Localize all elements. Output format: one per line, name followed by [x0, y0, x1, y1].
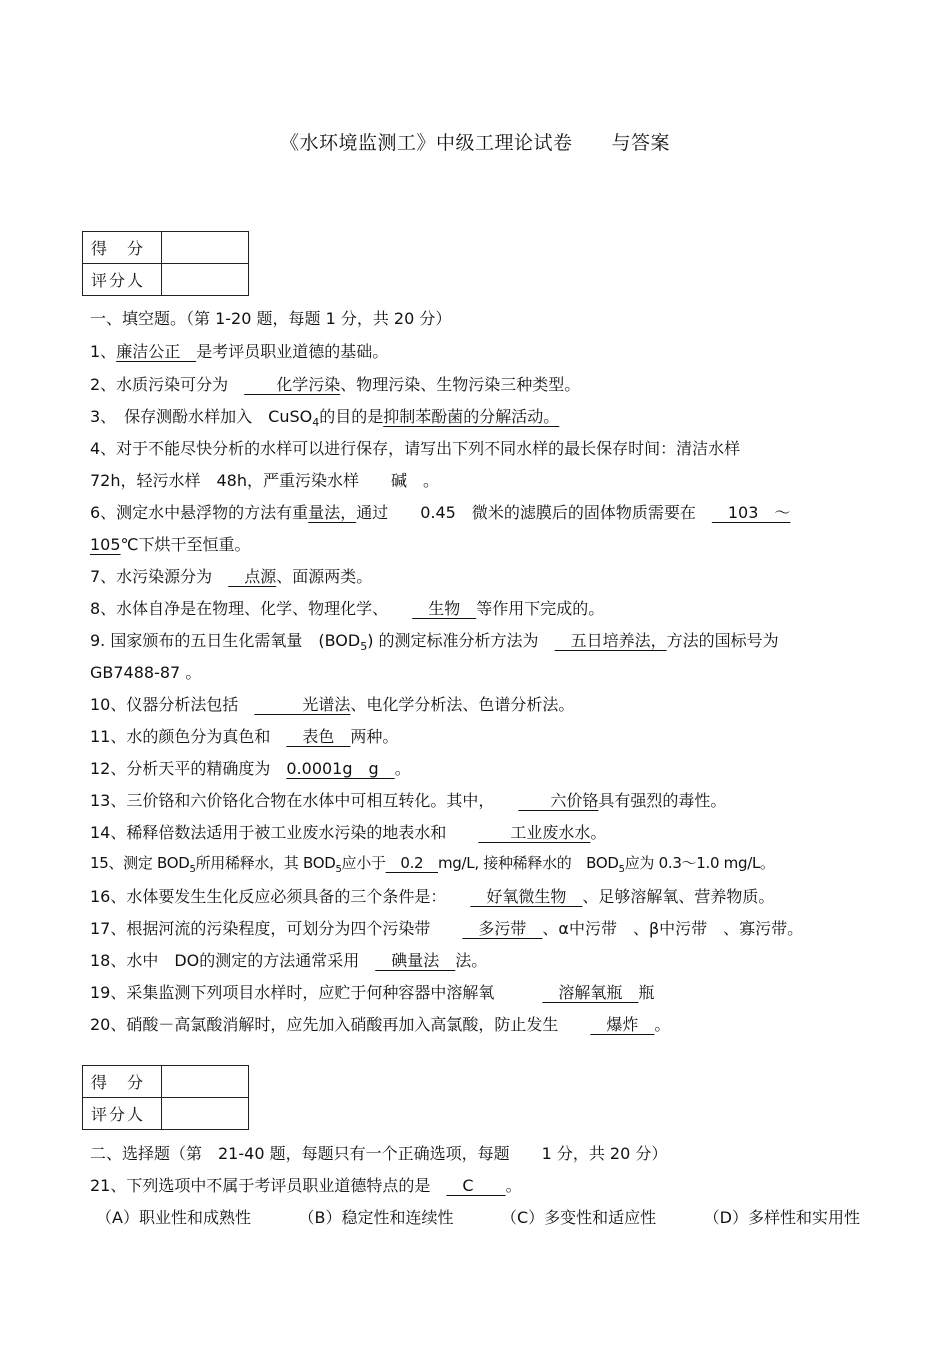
answer-8: 生物: [412, 599, 477, 618]
option-b: （B）稳定性和连续性: [298, 1208, 454, 1227]
answer-1: 廉洁公正: [116, 342, 197, 361]
answer-10: 光谱法: [254, 695, 351, 714]
question-14: 14、稀释倍数法适用于被工业废水污染的地表水和 工业废水水。: [90, 823, 607, 842]
question-7: 7、水污染源分为 点源、面源两类。: [90, 567, 373, 586]
answer-15: 0.2: [385, 854, 438, 872]
question-6-line2: 105℃下烘干至恒重。: [90, 535, 251, 554]
question-19: 19、采集监测下列项目水样时，应贮于何种容器中溶解氧 溶解氧瓶 瓶: [90, 983, 655, 1002]
score-label: 得 分: [83, 232, 162, 264]
question-6-line1: 6、测定水中悬浮物的方法有重量法，通过 0.45 微米的滤膜后的固体物质需要在 103 ～: [90, 503, 791, 522]
option-d: （D）多样性和实用性: [703, 1208, 860, 1227]
answer-16: 好氧微生物: [470, 887, 583, 906]
question-21-options: [96, 1205, 860, 1228]
question-4-line1: 4、对于不能尽快分析的水样可以进行保存，请写出下列不同水样的最长保存时间：清洁水样: [90, 439, 741, 458]
question-9-line2: GB7488-87 。: [90, 663, 202, 682]
question-20: 20、硝酸－高氯酸消解时，应先加入硝酸再加入高氯酸，防止发生 爆炸 。: [90, 1015, 671, 1034]
question-15: 15、测定 $BOD_5$所用稀释水，其 $BOD_5$应小于 0.2 mg/L, 接种稀释水的 $BOD_5$应为 0.3～1.0 mg/L。: [90, 854, 775, 875]
grader-cell: [162, 264, 249, 296]
question-4-line2: 72h，轻污水样 48h，严重污染水样 碱 。: [90, 471, 440, 490]
section1-heading: 一、填空题。（第 1-20 题，每题 1 分，共 20 分）: [90, 309, 452, 328]
answer-12: 0.0001g g: [286, 759, 395, 778]
option-c: （C）多变性和适应性: [500, 1208, 657, 1227]
answer-6b: 103 ～: [711, 503, 791, 522]
question-10: 10、仪器分析法包括 光谱法、电化学分析法、色谱分析法。: [90, 695, 575, 714]
page-title: 《水环境监测工》中级工理论试卷 与答案: [279, 132, 670, 154]
answer-6c: 105: [90, 535, 121, 554]
grader-cell: [162, 1098, 249, 1130]
grader-label: 评分人: [83, 1098, 162, 1130]
answer-11: 表色: [286, 727, 351, 746]
question-21: 21、下列选项中不属于考评员职业道德特点的是 C 。: [90, 1176, 522, 1195]
answer-19: 溶解氧瓶: [542, 983, 639, 1002]
score-label: 得 分: [83, 1066, 162, 1098]
answer-21: C: [446, 1176, 506, 1195]
score-box-1: [82, 231, 249, 296]
question-13: 13、三价铬和六价铬化合物在水体中可相互转化。其中， 六价铬具有强烈的毒性。: [90, 791, 727, 810]
answer-9: 五日培养法，: [554, 631, 667, 650]
answer-7: 点源: [228, 567, 277, 586]
question-8: 8、水体自净是在物理、化学、物理化学、 生物 等作用下完成的。: [90, 599, 605, 618]
question-3: 3、 保存测酚水样加入 CuSO$_4$的目的是抑制苯酚菌的分解活动。: [90, 407, 560, 430]
question-2: 2、水质污染可分为 化学污染、物理污染、生物污染三种类型。: [90, 375, 581, 394]
answer-6a: 量法，: [308, 503, 357, 522]
score-box-2: [82, 1065, 249, 1130]
question-18: 18、水中 DO的测定的方法通常采用 碘量法 法。: [90, 951, 488, 970]
score-cell: [162, 232, 249, 264]
answer-17: 多污带: [462, 919, 543, 938]
answer-3: 抑制苯酚菌的分解活动。: [383, 407, 560, 426]
question-12: 12、分析天平的精确度为 0.0001g g 。: [90, 759, 411, 778]
answer-13: 六价铬: [518, 791, 599, 810]
question-17: 17、根据河流的污染程度，可划分为四个污染带 多污带 、α中污带 、β中污带 、寡污带。: [90, 919, 804, 938]
section2-heading: 二、选择题（第 21-40 题，每题只有一个正确选项，每题 1 分，共 20 分）: [90, 1144, 668, 1163]
option-a: （A）职业性和成熟性: [96, 1208, 251, 1227]
answer-2: 化学污染: [244, 375, 341, 394]
question-1: 1、廉洁公正 是考评员职业道德的基础。: [90, 342, 389, 361]
grader-label: 评分人: [83, 264, 162, 296]
answer-18: 碘量法: [375, 951, 456, 970]
answer-20: 爆炸: [590, 1015, 655, 1034]
question-11: 11、水的颜色分为真色和 表色 两种。: [90, 727, 399, 746]
score-cell: [162, 1066, 249, 1098]
answer-14: 工业废水水: [478, 823, 591, 842]
question-9-line1: 9. 国家颁布的五日生化需氧量 $(BOD_5)$ 的测定标准分析方法为 五日培养法，方法的国标号为: [90, 631, 779, 654]
question-16: 16、水体要发生生化反应必须具备的三个条件是： 好氧微生物 、足够溶解氧、营养物质。: [90, 887, 775, 906]
